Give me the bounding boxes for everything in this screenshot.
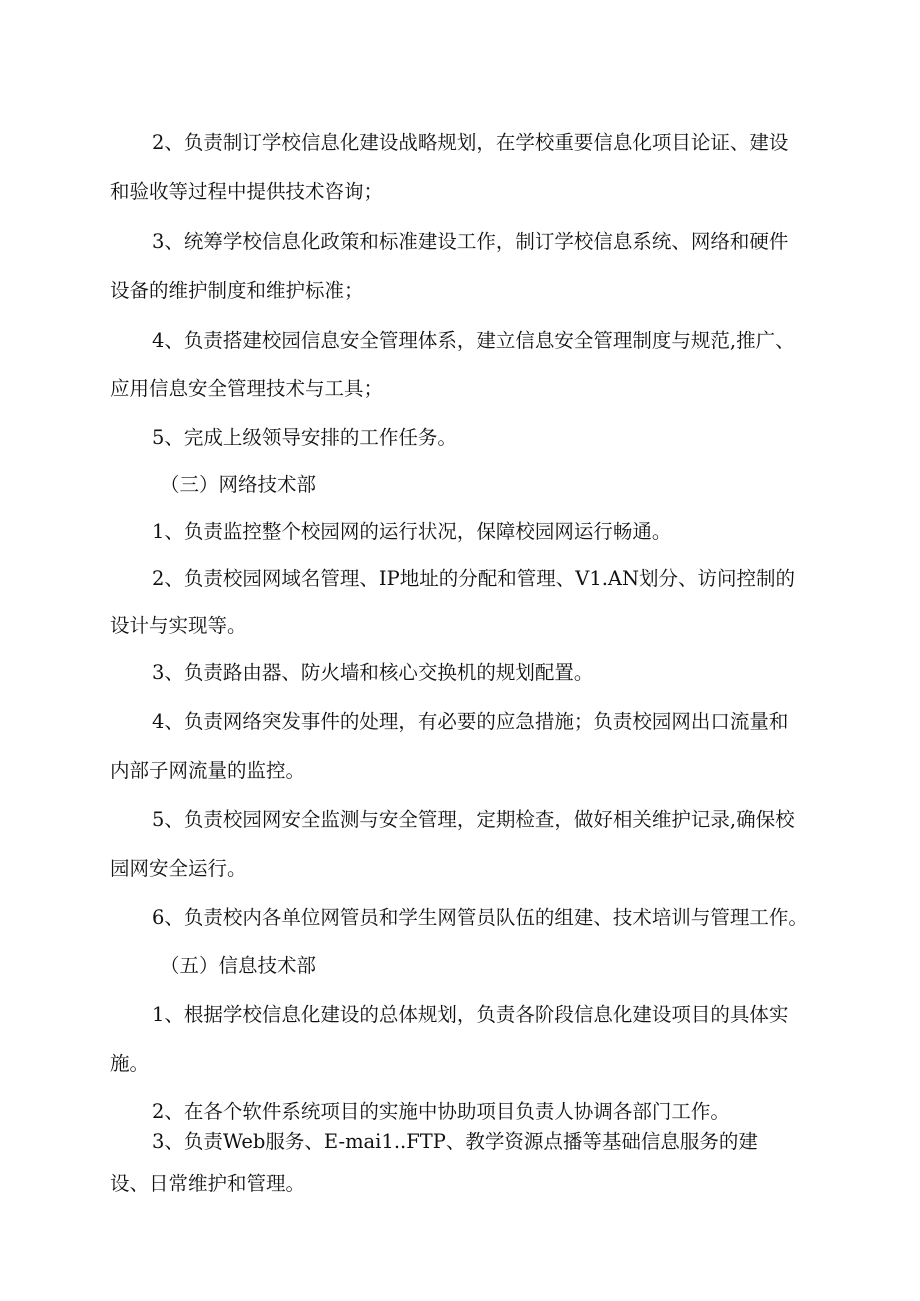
paragraph-line: 设计与实现等。	[110, 614, 247, 637]
paragraph-line: 2、负责制订学校信息化建设战略规划，在学校重要信息化项目论证、建设	[152, 131, 789, 154]
paragraph-line: 园网安全运行。	[110, 857, 247, 880]
paragraph-line: 应用信息安全管理技术与工具；	[110, 377, 384, 400]
paragraph-line: 3、统筹学校信息化政策和标准建设工作，制订学校信息系统、网络和硬件	[152, 230, 789, 253]
paragraph-line: 2、负责校园网域名管理、IP地址的分配和管理、V1.AN划分、访问控制的	[152, 567, 796, 590]
paragraph-line: 内部子网流量的监控。	[110, 759, 306, 782]
paragraph-line: 设、日常维护和管理。	[110, 1172, 306, 1195]
paragraph-line: 施。	[110, 1052, 150, 1075]
paragraph-line: 3、负责路由器、防火墙和核心交换机的规划配置。	[152, 661, 594, 684]
section-heading: （三）网络技术部	[160, 473, 317, 496]
paragraph-line: 3、负责Web服务、E-mai1..FTP、教学资源点播等基础信息服务的建	[152, 1130, 758, 1153]
paragraph-line: 1、负责监控整个校园网的运行状况，保障校园网运行畅通。	[152, 520, 672, 543]
paragraph-line: 6、负责校内各单位网管员和学生网管员队伍的组建、技术培训与管理工作。	[152, 906, 808, 929]
paragraph-line: 1、根据学校信息化建设的总体规划，负责各阶段信息化建设项目的具体实	[152, 1003, 789, 1026]
section-heading: （五）信息技术部	[160, 954, 317, 977]
paragraph-line: 4、负责搭建校园信息安全管理体系，建立信息安全管理制度与规范,推广、	[152, 329, 795, 352]
paragraph-line: 4、负责网络突发事件的处理，有必要的应急措施；负责校园网出口流量和	[152, 710, 789, 733]
paragraph-line: 2、在各个软件系统项目的实施中协助项目负责人协调各部门工作。	[152, 1100, 730, 1123]
paragraph-line: 5、负责校园网安全监测与安全管理，定期检查，做好相关维护记录,确保校	[152, 808, 795, 831]
paragraph-line: 设备的维护制度和维护标准；	[110, 279, 364, 302]
paragraph-line: 和验收等过程中提供技术咨询；	[110, 180, 384, 203]
paragraph-line: 5、完成上级领导安排的工作任务。	[152, 426, 457, 449]
